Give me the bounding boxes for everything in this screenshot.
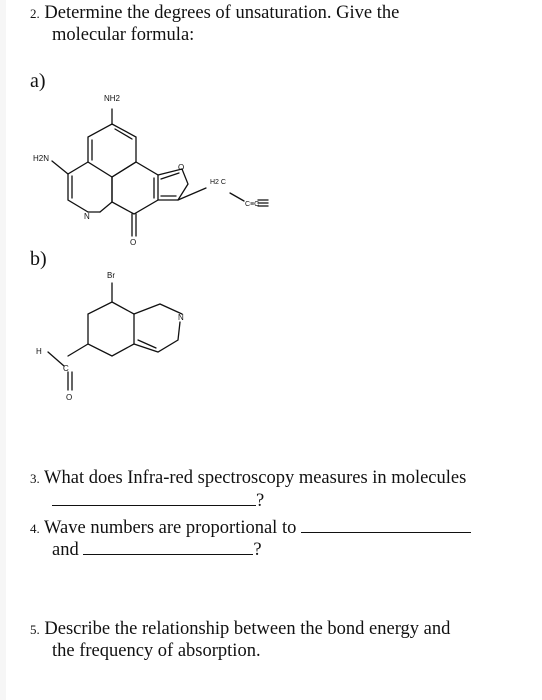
part-b-label: b) <box>30 248 47 270</box>
question-5-text: Describe the relationship between the bond energy and <box>44 619 451 639</box>
question-5-number: 5. <box>30 622 40 637</box>
mol-b-br: Br <box>107 271 115 280</box>
mol-a-nh2-top: NH2 <box>104 94 121 103</box>
mol-a-ring-o: O <box>178 163 185 172</box>
question-3-answer-blank[interactable] <box>52 489 256 506</box>
question-5-line1 <box>30 618 450 641</box>
question-4-and: and <box>52 540 79 560</box>
question-5-line2: the frequency of absorption. <box>52 641 261 661</box>
mol-a-ch2: H2 C <box>210 179 226 186</box>
mol-a-carbonyl-o: O <box>130 238 137 247</box>
mol-b-c: C <box>63 364 69 373</box>
mol-a-ring-n: N <box>84 212 90 221</box>
question-4-answer-blank-2[interactable] <box>83 538 253 555</box>
mol-b-o: O <box>66 393 73 402</box>
mol-b-h: H <box>36 347 42 356</box>
question-4-number: 4. <box>30 521 40 536</box>
question-3-text: What does Infra-red spectroscopy measures in molecules <box>44 468 467 488</box>
mol-a-alkyne: C≡C <box>245 201 260 208</box>
question-4-line2 <box>52 538 262 561</box>
question-4-line1 <box>30 516 471 540</box>
question-4-answer-blank-1[interactable] <box>301 516 471 533</box>
question-4-end: ? <box>253 540 262 560</box>
question-3-end: ? <box>256 491 265 511</box>
part-a-label: a) <box>30 70 46 92</box>
question-2-number: 2. <box>30 6 40 21</box>
question-4-text: Wave numbers are proportional to <box>44 518 297 538</box>
question-3-number: 3. <box>30 471 40 486</box>
question-2-line2: molecular formula: <box>52 25 195 45</box>
question-3-line1 <box>30 467 466 490</box>
mol-a-h2n-left: H2N <box>33 154 50 163</box>
question-3-line2 <box>52 489 264 512</box>
mol-b-n: N <box>178 313 184 322</box>
question-2-text: Determine the degrees of unsaturation. Give the <box>44 3 400 23</box>
